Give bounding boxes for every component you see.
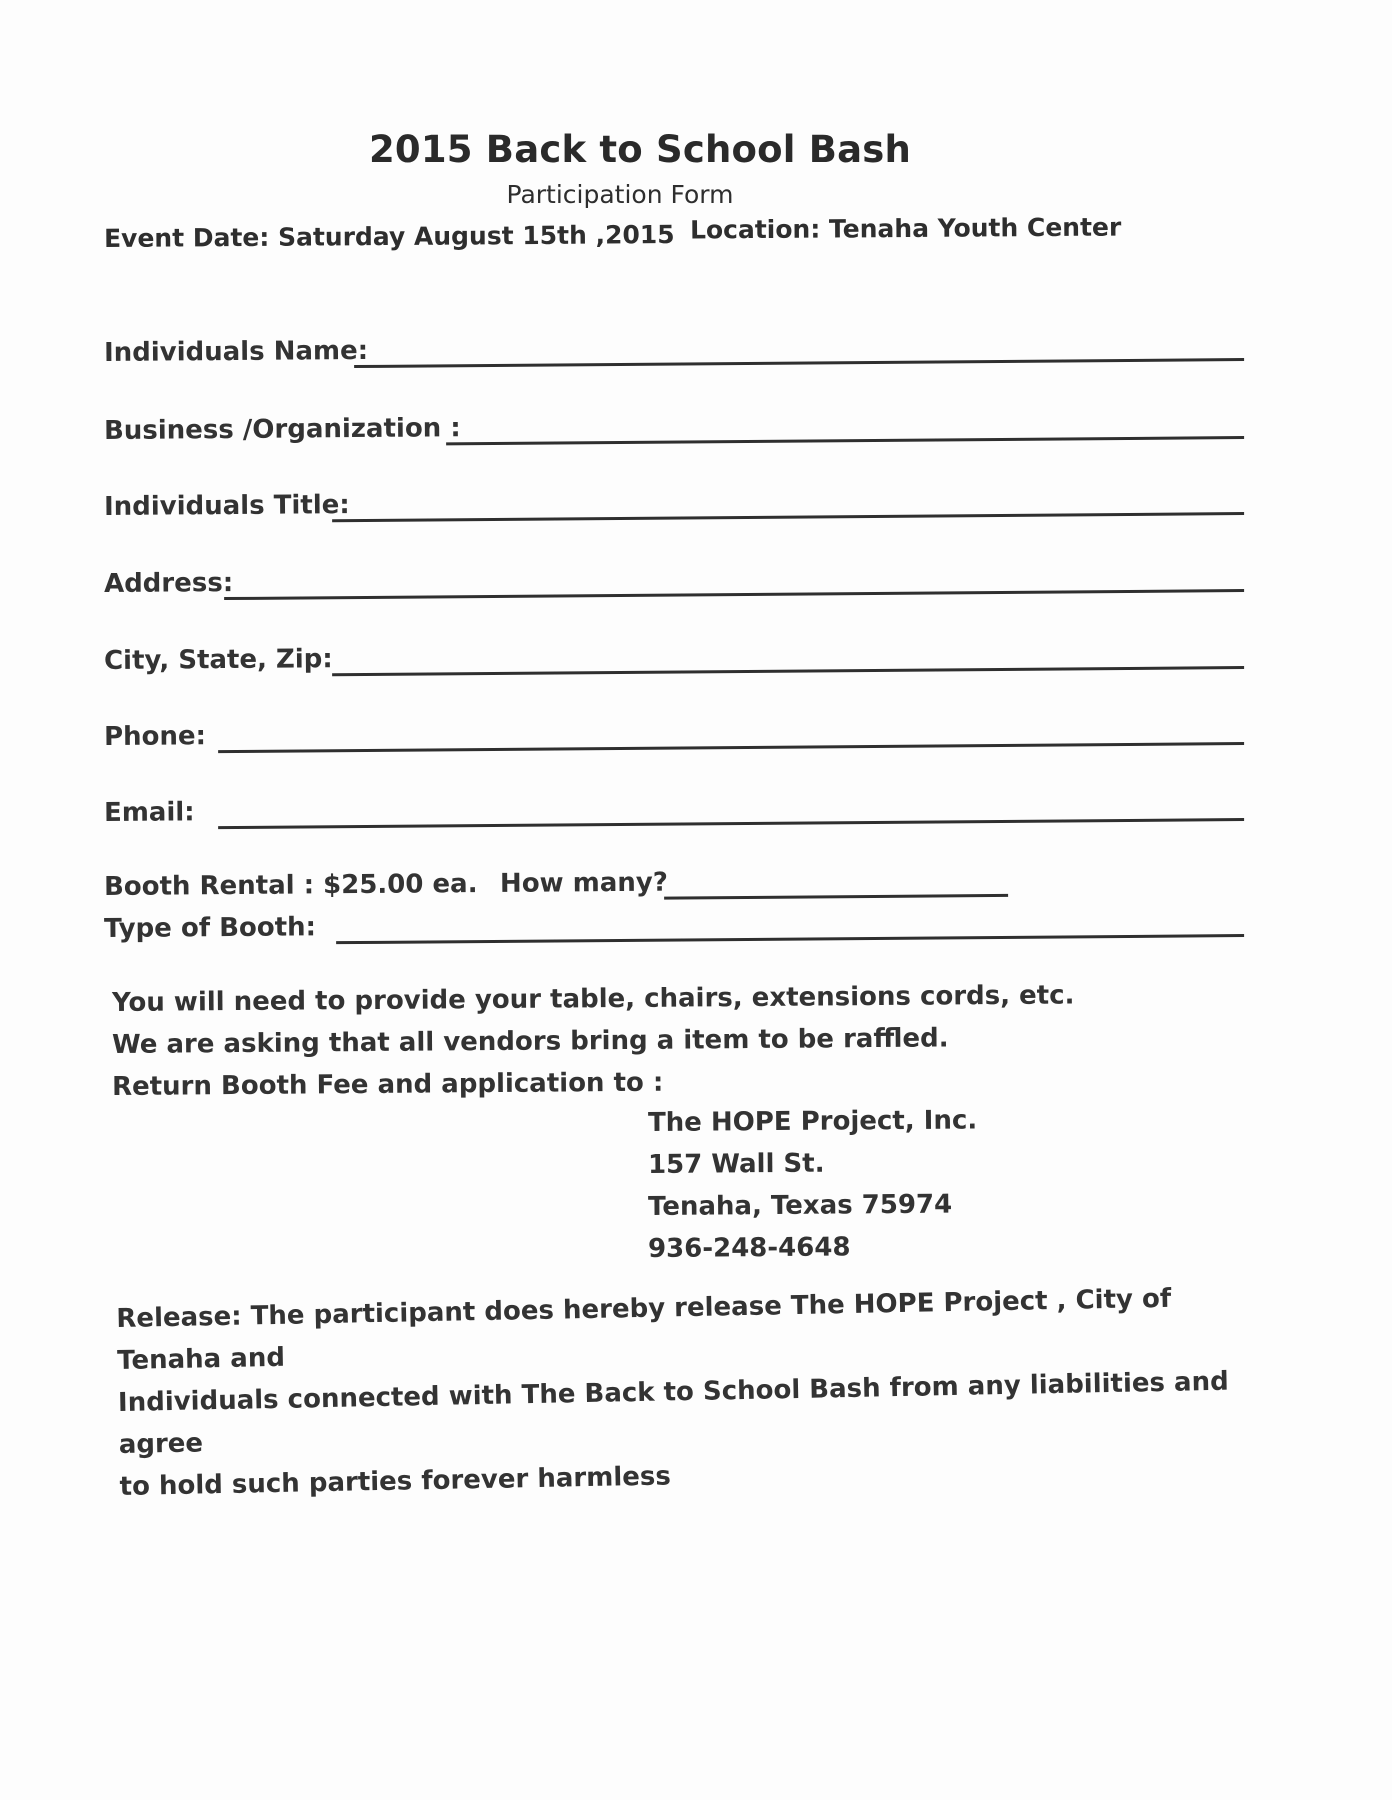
email-field[interactable] (218, 818, 1244, 829)
individuals-name-row (104, 323, 1244, 372)
individuals-title-field[interactable] (332, 512, 1244, 522)
return-address-city: Tenaha, Texas 75974 (647, 1189, 953, 1222)
release-line-2: Individuals connected with The Back to School Bash from any liabilities and agree (117, 1366, 1229, 1460)
type-of-booth-field[interactable] (336, 934, 1244, 944)
phone-row (104, 707, 1244, 756)
booth-rental-label: Booth Rental : $25.00 ea. (103, 869, 478, 902)
business-organization-row (104, 401, 1244, 450)
instructions-line-2: We are asking that all vendors bring a item to be raffled. (111, 1023, 949, 1060)
business-organization-field[interactable] (446, 436, 1244, 445)
return-address-phone: 936-248-4648 (647, 1232, 851, 1264)
type-of-booth-label: Type of Booth: (103, 912, 317, 944)
form-title: 2015 Back to School Bash (368, 128, 912, 171)
form-subtitle: Participation Form (506, 180, 734, 209)
individuals-name-label: Individuals Name: (103, 335, 369, 368)
event-location: Location: Tenaha Youth Center (689, 212, 1122, 245)
return-address-org: The HOPE Project, Inc. (647, 1105, 978, 1138)
phone-field[interactable] (218, 742, 1244, 753)
address-row (104, 554, 1244, 603)
email-row (104, 783, 1244, 832)
address-label: Address: (103, 567, 234, 599)
release-statement (116, 1276, 1250, 1508)
email-label: Email: (103, 797, 195, 828)
individuals-title-row (104, 477, 1244, 526)
release-line-1: Release: The participant does hereby release The HOPE Project , City of Tenaha and (116, 1283, 1172, 1377)
return-address-street: 157 Wall St. (647, 1148, 825, 1180)
city-state-zip-field[interactable] (332, 666, 1244, 676)
instructions-line-1: You will need to provide your table, chairs, extensions cords, etc. (111, 980, 1075, 1018)
address-field[interactable] (224, 589, 1244, 600)
instructions-line-3: Return Booth Fee and application to : (111, 1067, 664, 1102)
city-state-zip-label: City, State, Zip: (103, 644, 333, 676)
individuals-name-field[interactable] (354, 358, 1244, 368)
release-line-3: to hold such parties forever harmless (119, 1461, 672, 1502)
city-state-zip-row (104, 631, 1244, 680)
booth-rental-row (104, 857, 1244, 906)
how-many-field[interactable] (664, 894, 1008, 900)
individuals-title-label: Individuals Title: (103, 490, 350, 522)
business-organization-label: Business /Organization : (103, 413, 461, 446)
event-date: Event Date: Saturday August 15th ,2015 (103, 220, 675, 253)
type-of-booth-row (104, 899, 1244, 948)
how-many-label: How many? (499, 867, 668, 899)
phone-label: Phone: (103, 721, 207, 752)
